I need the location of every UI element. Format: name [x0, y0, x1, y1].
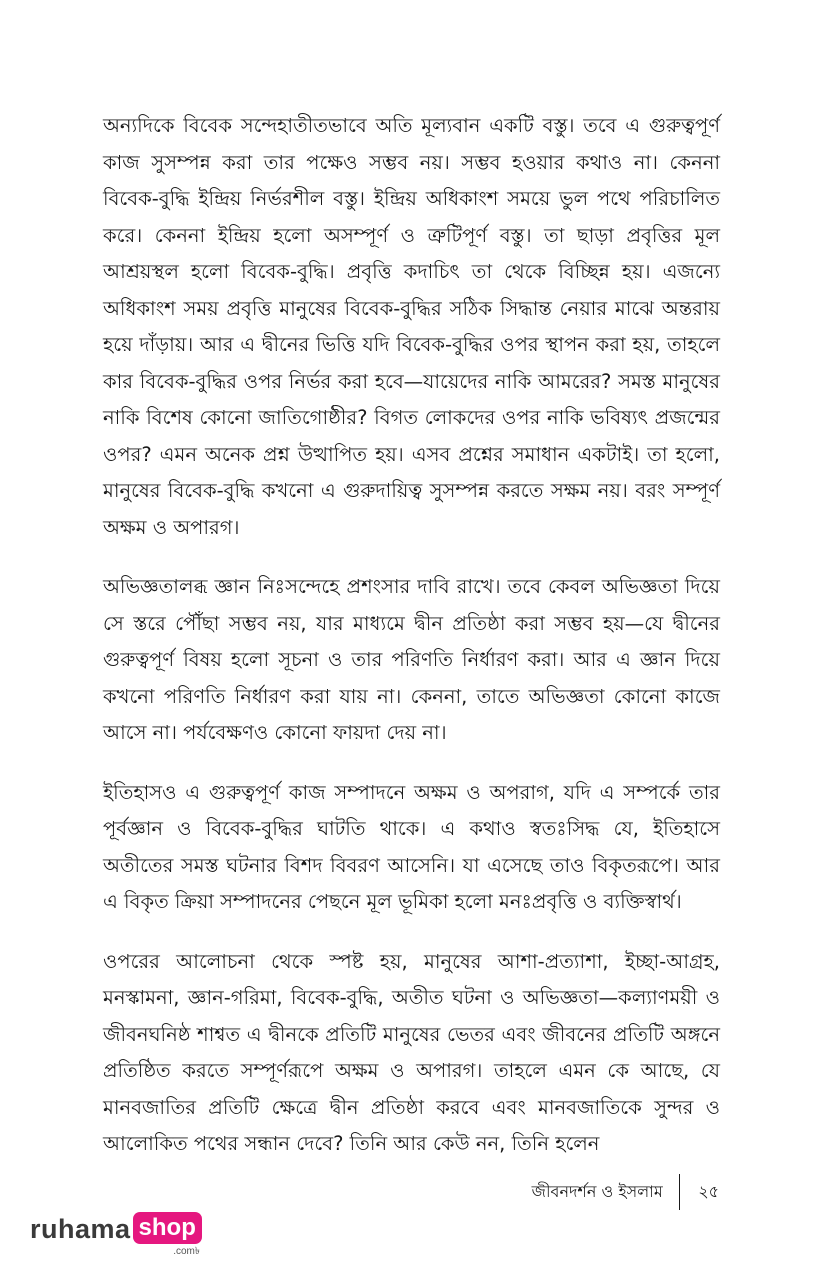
page-body: [103, 108, 720, 1186]
logo-domain-text: .com৳: [173, 1246, 200, 1257]
page-number: ২৫: [698, 1181, 719, 1201]
logo-shop-text: shop: [133, 1212, 202, 1244]
paragraph-history: ইতিহাসও এ গুরুত্বপূর্ণ কাজ সম্পাদনে অক্ষম ও অপরাগ, যদি এ সম্পর্কে তার পূর্বজ্ঞান ও বিবেক-বুদ্ধির ঘাটতি থাকে। এ কথাও স্বতঃসিদ্ধ যে, ইতিহাসে অতীতের সমস্ত ঘটনার বিশদ বিবরণ আসেনি। যা এসেছে তাও বিকৃতরূপে। আর এ বিকৃত ক্রিয়া সম্পাদনের পেছনে মূল ভূমিকা হলো মনঃপ্রবৃত্তি ও ব্যক্তিস্বার্থ।: [103, 780, 720, 913]
logo-brand-text: ruhama: [30, 1214, 131, 1244]
paragraph-conclusion: ওপরের আলোচনা থেকে স্পষ্ট হয়, মানুষের আশা-প্রত্যাশা, ইচ্ছা-আগ্রহ, মনস্কামনা, জ্ঞান-গরিমা, বিবেক-বুদ্ধি, অতীত ঘটনা ও অভিজ্ঞতা—কল্যাণময়ী ও জীবনঘনিষ্ঠ শাশ্বত এ দ্বীনকে প্রতিটি মানুষের ভেতর এবং জীবনের প্রতিটি অঙ্গনে প্রতিষ্ঠিত করতে সম্পূর্ণরূপে অক্ষম ও অপারগ। তাহলে এমন কে আছে, যে মানবজাতির প্রতিটি ক্ষেত্রে দ্বীন প্রতিষ্ঠা করবে এবং মানবজাতিকে সুন্দর ও আলোকিত পথের সন্ধান দেবে? তিনি আর কেউ নন, তিনি হলেন: [103, 949, 720, 1155]
ruhama-shop-watermark-logo: [30, 1212, 202, 1257]
page-footer: [532, 1172, 719, 1212]
paragraph-experience: অভিজ্ঞতালব্ধ জ্ঞান নিঃসন্দেহে প্রশংসার দাবি রাখে। তবে কেবল অভিজ্ঞতা দিয়ে সে স্তরে পৌঁছা সম্ভব নয়, যার মাধ্যমে দ্বীন প্রতিষ্ঠা করা সম্ভব হয়—যে দ্বীনের গুরুত্বপূর্ণ বিষয় হলো সূচনা ও তার পরিণতি নির্ধারণ করা। আর এ জ্ঞান দিয়ে কখনো পরিণতি নির্ধারণ করা যায় না। কেননা, তাতে অভিজ্ঞতা কোনো কাজে আসে না। পর্যবেক্ষণও কোনো ফায়দা দেয় না।: [103, 575, 720, 744]
paragraph-reason: অন্যদিকে বিবেক সন্দেহাতীতভাবে অতি মূল্যবান একটি বস্তু। তবে এ গুরুত্বপূর্ণ কাজ সুসম্পন্ন করা তার পক্ষেও সম্ভব নয়। সম্ভব হওয়ার কথাও না। কেননা বিবেক-বুদ্ধি ইন্দ্রিয় নির্ভরশীল বস্তু। ইন্দ্রিয় অধিকাংশ সময়ে ভুল পথে পরিচালিত করে। কেননা ইন্দ্রিয় হলো অসম্পূর্ণ ও ত্রুটিপূর্ণ বস্তু। তা ছাড়া প্রবৃত্তির মূল আশ্রয়স্থল হলো বিবেক-বুদ্ধি। প্রবৃত্তি কদাচিৎ তা থেকে বিচ্ছিন্ন হয়। এজন্যে অধিকাংশ সময় প্রবৃত্তি মানুষের বিবেক-বুদ্ধির সঠিক সিদ্ধান্ত নেয়ার মাঝে অন্তরায় হয়ে দাঁড়ায়। আর এ দ্বীনের ভিত্তি যদি বিবেক-বুদ্ধির ওপর স্থাপন করা হয়, তাহলে কার বিবেক-বুদ্ধির ওপর নির্ভর করা হবে—যায়েদের নাকি আমরের? সমস্ত মানুষের নাকি বিশেষ কোনো জাতিগোষ্ঠীর? বিগত লোকদের ওপর নাকি ভবিষ্যৎ প্রজন্মের ওপর? এমন অনেক প্রশ্ন উত্থাপিত হয়। এসব প্রশ্নের সমাধান একটাই। তা হলো, মানুষের বিবেক-বুদ্ধি কখনো এ গুরুদায়িত্ব সুসম্পন্ন করতে সক্ষম নয়। বরং সম্পূর্ণ অক্ষম ও অপারগ।: [103, 114, 720, 539]
logo-shop-badge: [133, 1212, 202, 1257]
running-footer-title: জীবনদর্শন ও ইসলাম: [531, 1181, 663, 1201]
